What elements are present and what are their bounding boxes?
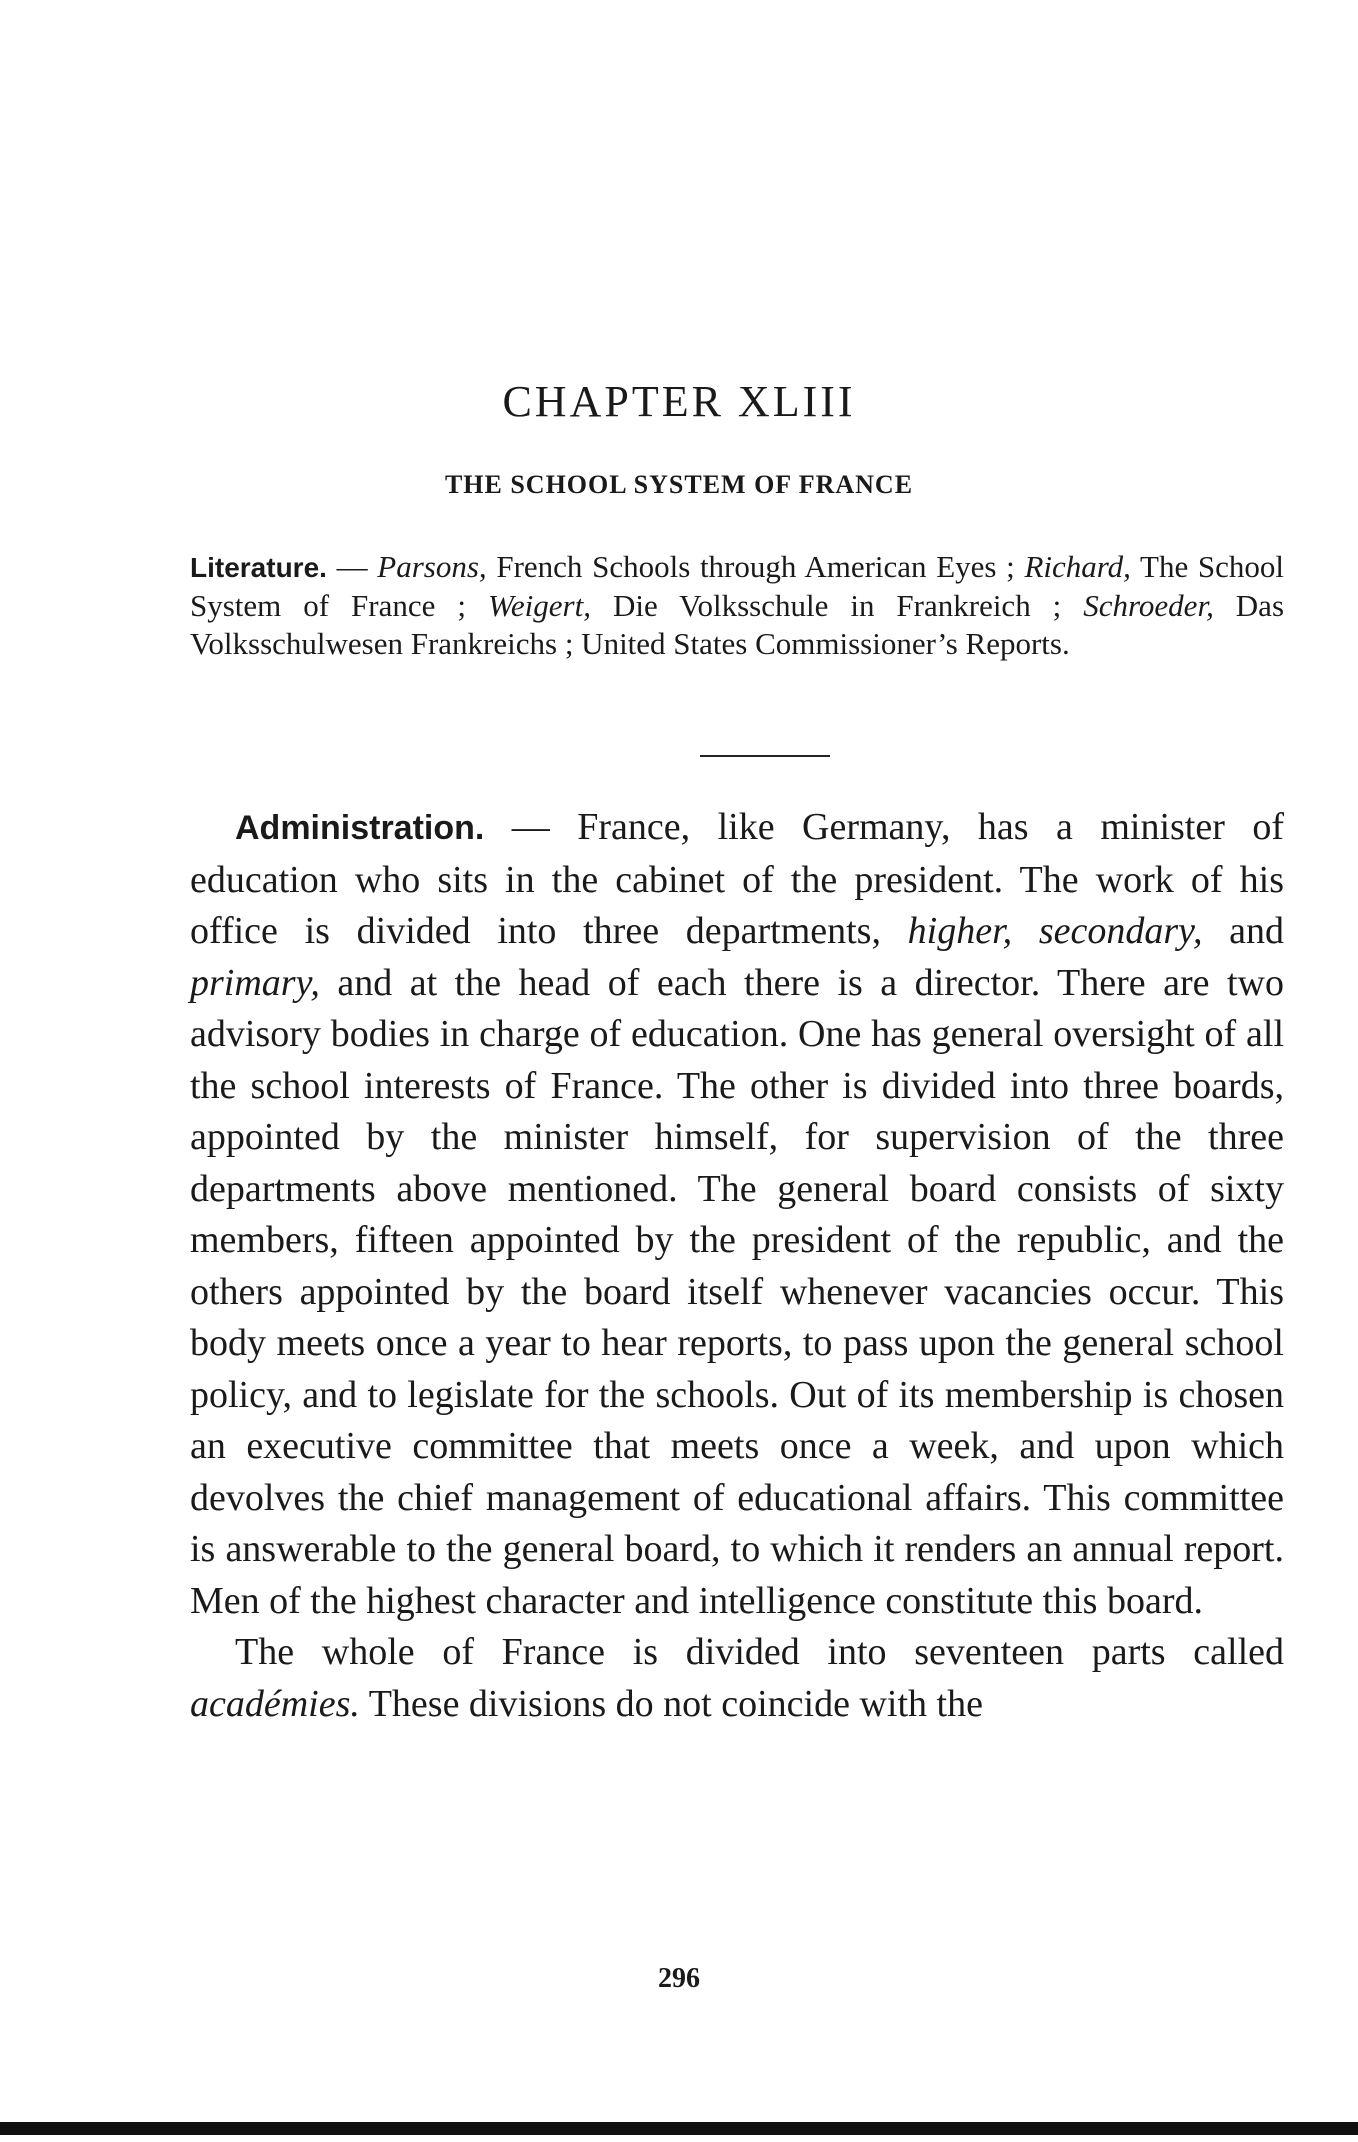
literature-author: Schroeder, xyxy=(1083,588,1214,623)
body-paragraph-academies xyxy=(190,1627,1284,1730)
scan-edge-bar xyxy=(0,2122,1358,2135)
body-text xyxy=(190,802,1284,1730)
chapter-title: CHAPTER XLIII xyxy=(502,377,856,426)
body-text-run xyxy=(1012,910,1039,952)
chapter-subtitle: THE SCHOOL SYSTEM OF FRANCE xyxy=(444,470,914,499)
body-text-run: The whole of France is divided into seventeen parts called xyxy=(235,1631,1284,1673)
body-text-run: — France, like Germany, has a minister of education who sits in the cabinet of the president. The work of his office is divided into three departments, xyxy=(190,806,1284,952)
literature-author: Weigert, xyxy=(487,588,591,623)
literature-dash: — xyxy=(326,549,378,584)
italic-term: primary, xyxy=(190,961,320,1004)
body-paragraph-administration xyxy=(190,802,1284,1627)
literature-work: The School System of France ; xyxy=(190,549,1285,623)
section-divider xyxy=(700,755,830,757)
literature-author: Parsons, xyxy=(377,549,487,584)
administration-heading: Administration. xyxy=(235,809,485,847)
literature-label: Literature. xyxy=(190,552,327,583)
italic-term: higher, xyxy=(907,910,1013,952)
page-number: 296 xyxy=(658,1963,700,1994)
body-text-run: and xyxy=(1202,910,1285,952)
literature-work: Das Volksschulwesen Frankreichs ; United States Commissioner’s Reports. xyxy=(190,588,1285,661)
italic-term: académies. xyxy=(190,1682,360,1725)
literature-work: Die Volksschule in Frankreich ; xyxy=(590,588,1084,623)
literature-work: French Schools through American Eyes ; xyxy=(486,549,1025,584)
body-text-run: These divisions do not coincide with the xyxy=(359,1682,983,1725)
italic-term: secondary, xyxy=(1038,910,1203,952)
literature-paragraph xyxy=(190,548,1284,663)
body-text-run: and at the head of each there is a director. There are two advisory bodies in charge of education. One has general oversight of all the school interests of France. The other is divided into three boards, appointed by the minister himself, for supervision of the three departments above mentioned. The general board consists of sixty members, fifteen appointed by the president of the republic, and the others appointed by the board itself whenever vacancies occur. This body meets once a year to hear reports, to pass upon the general school policy, and to legislate for the schools. Out of its membership is chosen an executive committee that meets once a week, and upon which devolves the chief management of educational affairs. This committee is answerable to the general board, to which it renders an annual report. Men of the highest character and intelligence constitute this board. xyxy=(190,961,1284,1622)
literature-author: Richard, xyxy=(1024,549,1131,584)
